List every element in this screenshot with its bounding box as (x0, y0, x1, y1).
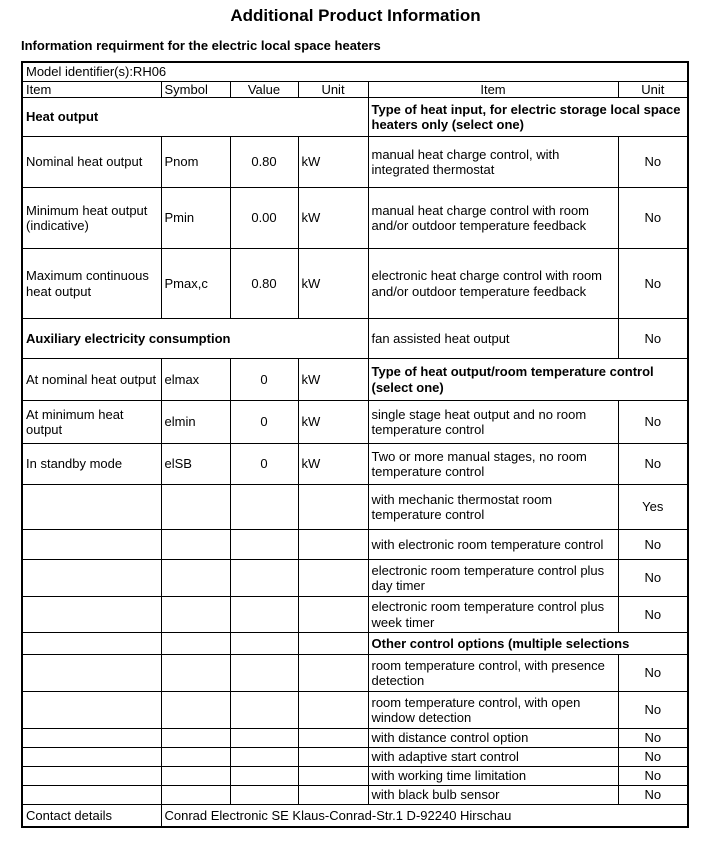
item-cell: with electronic room temperature control (368, 530, 618, 560)
item-cell: electronic heat charge control with room and/or outdoor temperature feedback (368, 249, 618, 319)
item-cell: At nominal heat output (22, 359, 161, 401)
empty-cell (298, 655, 368, 692)
item-cell: fan assisted heat output (368, 319, 618, 359)
empty-cell (161, 560, 230, 597)
table-row (22, 62, 688, 81)
answer-cell: No (618, 319, 688, 359)
model-identifier-cell: Model identifier(s):RH06 (22, 62, 688, 81)
empty-cell (161, 767, 230, 786)
answer-cell: No (618, 786, 688, 805)
value-cell: 0.80 (230, 249, 298, 319)
table-row (22, 748, 688, 767)
empty-cell (298, 597, 368, 633)
header-value: Value (230, 81, 298, 98)
answer-cell: No (618, 597, 688, 633)
item-cell: single stage heat output and no room temperature control (368, 401, 618, 444)
value-cell: 0.00 (230, 188, 298, 249)
item-cell: manual heat charge control with room and/or outdoor temperature feedback (368, 188, 618, 249)
unit-cell: kW (298, 401, 368, 444)
product-info-table (21, 61, 689, 828)
symbol-cell: elSB (161, 444, 230, 485)
item-cell: In standby mode (22, 444, 161, 485)
empty-cell (22, 633, 161, 655)
empty-cell (230, 748, 298, 767)
symbol-cell: Pnom (161, 137, 230, 188)
item-cell: electronic room temperature control plus week timer (368, 597, 618, 633)
answer-cell: No (618, 560, 688, 597)
value-cell: 0 (230, 401, 298, 444)
empty-cell (161, 633, 230, 655)
symbol-cell: Pmax,c (161, 249, 230, 319)
section-heat-output: Heat output (22, 98, 368, 137)
item-cell: Minimum heat output (indicative) (22, 188, 161, 249)
symbol-cell: elmax (161, 359, 230, 401)
table-row (22, 597, 688, 633)
section-auxiliary-consumption: Auxiliary electricity consumption (22, 319, 368, 359)
contact-label-cell: Contact details (22, 805, 161, 827)
table-row (22, 655, 688, 692)
item-cell: At minimum heat output (22, 401, 161, 444)
unit-cell: kW (298, 249, 368, 319)
section-other-control-options: Other control options (multiple selections (368, 633, 688, 655)
empty-cell (161, 530, 230, 560)
item-cell: Maximum continuous heat output (22, 249, 161, 319)
item-cell: Nominal heat output (22, 137, 161, 188)
empty-cell (298, 748, 368, 767)
answer-cell: No (618, 530, 688, 560)
header-unit-right: Unit (618, 81, 688, 98)
empty-cell (22, 729, 161, 748)
item-cell: electronic room temperature control plus day timer (368, 560, 618, 597)
empty-cell (22, 485, 161, 530)
value-cell: 0 (230, 444, 298, 485)
empty-cell (161, 748, 230, 767)
item-cell: with working time limitation (368, 767, 618, 786)
page-title: Additional Product Information (230, 6, 481, 25)
table-row (22, 319, 688, 359)
empty-cell (230, 597, 298, 633)
empty-cell (230, 485, 298, 530)
symbol-cell: Pmin (161, 188, 230, 249)
item-cell: manual heat charge control, with integrated thermostat (368, 137, 618, 188)
item-cell: room temperature control, with open window detection (368, 692, 618, 729)
table-row (22, 530, 688, 560)
table-row (22, 98, 688, 137)
empty-cell (298, 485, 368, 530)
header-item-right: Item (368, 81, 618, 98)
empty-cell (161, 729, 230, 748)
empty-cell (22, 767, 161, 786)
table-row (22, 692, 688, 729)
answer-cell: No (618, 748, 688, 767)
table-row (22, 249, 688, 319)
empty-cell (161, 597, 230, 633)
header-unit-left: Unit (298, 81, 368, 98)
answer-cell: No (618, 692, 688, 729)
symbol-cell: elmin (161, 401, 230, 444)
empty-cell (161, 485, 230, 530)
empty-cell (298, 530, 368, 560)
item-cell: with distance control option (368, 729, 618, 748)
unit-cell: kW (298, 444, 368, 485)
answer-cell: Yes (618, 485, 688, 530)
table-row (22, 137, 688, 188)
table-row (22, 767, 688, 786)
table-row (22, 485, 688, 530)
empty-cell (230, 786, 298, 805)
empty-cell (22, 786, 161, 805)
table-row (22, 359, 688, 401)
empty-cell (298, 786, 368, 805)
header-symbol: Symbol (161, 81, 230, 98)
empty-cell (230, 767, 298, 786)
table-row (22, 188, 688, 249)
table-row (22, 81, 688, 98)
empty-cell (22, 692, 161, 729)
table-row (22, 401, 688, 444)
table-row (22, 633, 688, 655)
table-row (22, 560, 688, 597)
empty-cell (230, 692, 298, 729)
section-heat-output-type: Type of heat output/room temperature control (select one) (368, 359, 688, 401)
empty-cell (298, 633, 368, 655)
answer-cell: No (618, 444, 688, 485)
unit-cell: kW (298, 359, 368, 401)
table-row (22, 729, 688, 748)
empty-cell (22, 655, 161, 692)
empty-cell (298, 729, 368, 748)
section-heat-input-type: Type of heat input, for electric storage local space heaters only (select one) (368, 98, 688, 137)
empty-cell (22, 748, 161, 767)
empty-cell (22, 597, 161, 633)
header-item-left: Item (22, 81, 161, 98)
answer-cell: No (618, 729, 688, 748)
unit-cell: kW (298, 188, 368, 249)
table-row (22, 805, 688, 827)
product-info-table-body (22, 62, 688, 827)
value-cell: 0 (230, 359, 298, 401)
empty-cell (22, 530, 161, 560)
empty-cell (22, 560, 161, 597)
item-cell: with mechanic thermostat room temperature control (368, 485, 618, 530)
empty-cell (298, 767, 368, 786)
answer-cell: No (618, 655, 688, 692)
answer-cell: No (618, 137, 688, 188)
contact-value-cell: Conrad Electronic SE Klaus-Conrad-Str.1 D-92240 Hirschau (161, 805, 688, 827)
answer-cell: No (618, 767, 688, 786)
empty-cell (298, 560, 368, 597)
item-cell: with adaptive start control (368, 748, 618, 767)
value-cell: 0.80 (230, 137, 298, 188)
item-cell: with black bulb sensor (368, 786, 618, 805)
answer-cell: No (618, 249, 688, 319)
empty-cell (230, 530, 298, 560)
page-subtitle: Information requirment for the electric local space heaters (21, 38, 381, 53)
empty-cell (230, 633, 298, 655)
empty-cell (298, 692, 368, 729)
empty-cell (161, 692, 230, 729)
unit-cell: kW (298, 137, 368, 188)
empty-cell (230, 729, 298, 748)
table-row (22, 786, 688, 805)
empty-cell (230, 560, 298, 597)
table-row (22, 444, 688, 485)
empty-cell (161, 786, 230, 805)
empty-cell (161, 655, 230, 692)
item-cell: room temperature control, with presence detection (368, 655, 618, 692)
answer-cell: No (618, 401, 688, 444)
empty-cell (230, 655, 298, 692)
item-cell: Two or more manual stages, no room temperature control (368, 444, 618, 485)
answer-cell: No (618, 188, 688, 249)
